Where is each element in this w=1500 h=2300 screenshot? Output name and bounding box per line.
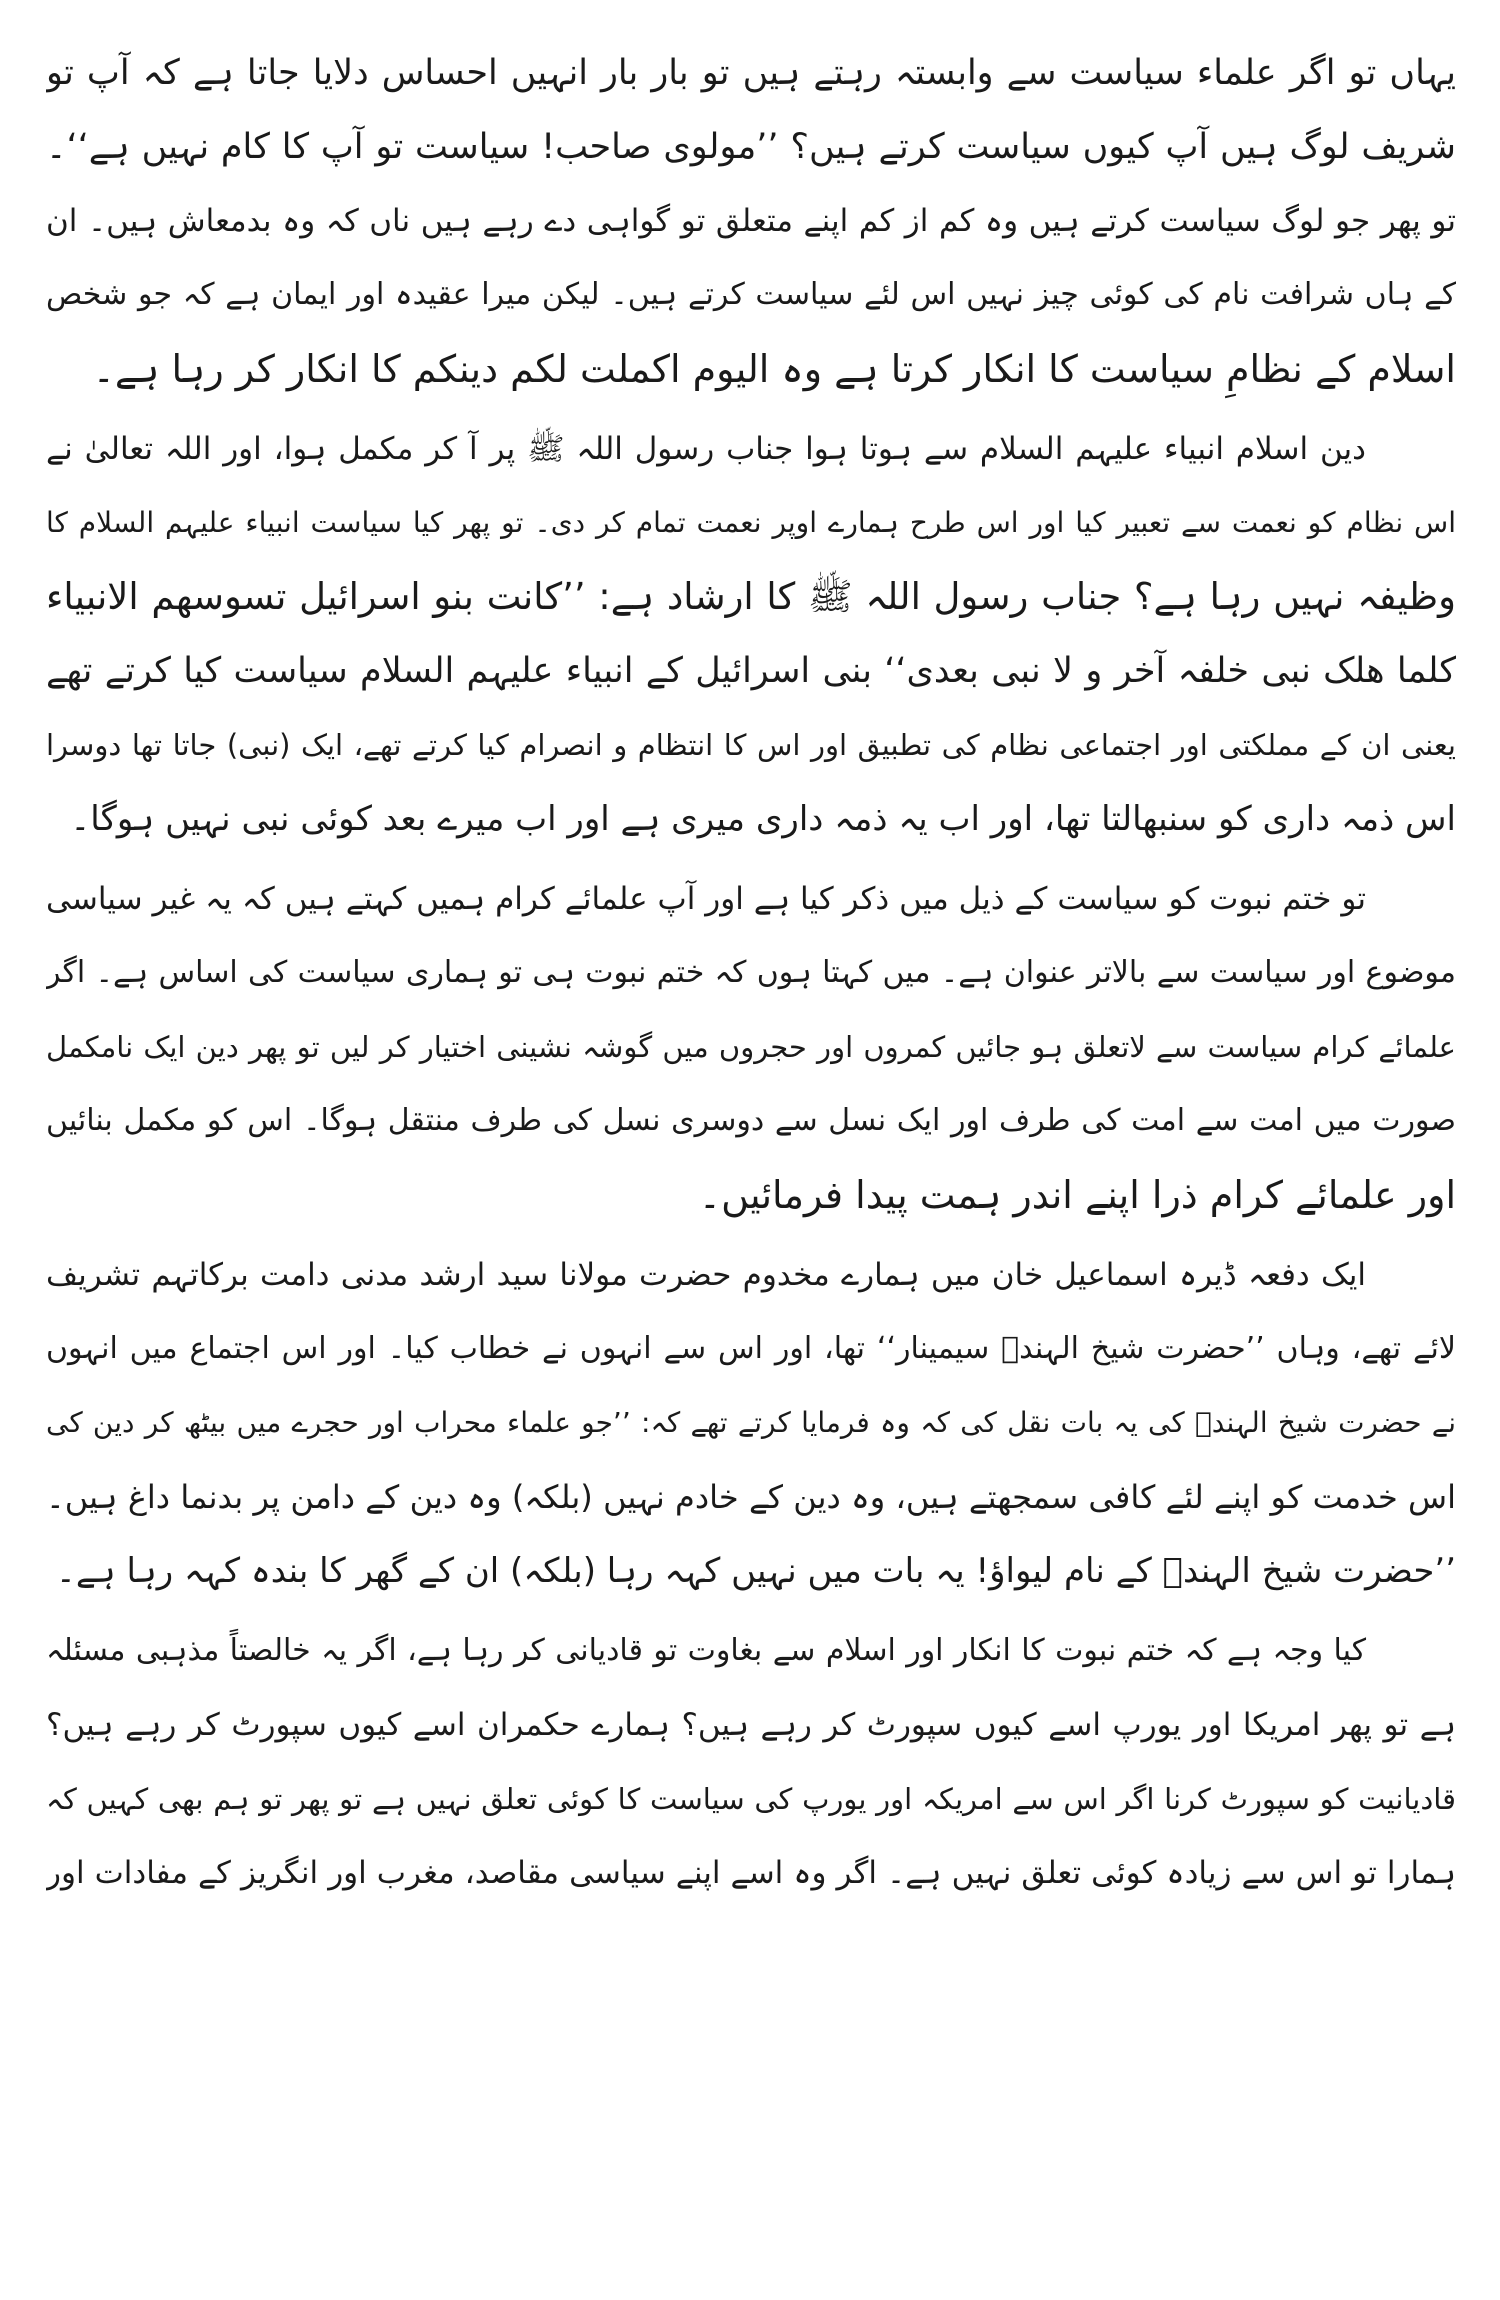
text-line: موضوع اور سیاست سے بالاتر عنوان ہے۔ میں کہتا ہوں کہ ختم نبوت ہی تو ہماری سیاست کی اساس ہے۔ اگر — [46, 955, 1456, 990]
text-line: تو پھر جو لوگ سیاست کرتے ہیں وہ کم از کم اپنے متعلق تو گواہی دے رہے ہیں ناں کہ وہ بدمعاش ہیں۔ ان — [46, 203, 1456, 239]
text-line: شریف لوگ ہیں آپ کیوں سیاست کرتے ہیں؟ ’’مولوی صاحب! سیاست تو آپ کا کام نہیں ہے‘‘۔ — [46, 127, 1456, 167]
text-line: لائے تھے، وہاں ’’حضرت شیخ الہندؒ سیمینار‘‘ تھا، اور اس سے انہوں نے خطاب کیا۔ اور اس اجتماع میں انہوں — [46, 1331, 1456, 1366]
text-line: کلما ھلک نبی خلفہ آخر و لا نبی بعدی‘‘ بنی اسرائیل کے انبیاء علیہم السلام سیاست کیا کرتے تھے — [46, 651, 1456, 691]
text-line: اس خدمت کو اپنے لئے کافی سمجھتے ہیں، وہ دین کے خادم نہیں (بلکہ) وہ دین کے دامن پر بدنما داغ ہیں۔ — [46, 1478, 1456, 1516]
text-line: اس نظام کو نعمت سے تعبیر کیا اور اس طرح ہمارے اوپر نعمت تمام کر دی۔ تو پھر کیا سیاست انبیاء علیہم السلام کا — [46, 506, 1456, 539]
text-line: یعنی ان کے مملکتی اور اجتماعی نظام کی تطبیق اور اس کا انتظام و انصرام کیا کرتے تھے، ایک (نبی) جاتا تھا دوسرا — [46, 728, 1456, 762]
text-line: صورت میں امت سے امت کی طرف اور ایک نسل سے دوسری نسل کی طرف منتقل ہوگا۔ اس کو مکمل بنائیں — [46, 1103, 1456, 1138]
text-line: یہاں تو اگر علماء سیاست سے وابستہ رہتے ہیں تو بار بار انہیں احساس دلایا جاتا ہے کہ آپ تو — [46, 53, 1456, 93]
text-line: ’’حضرت شیخ الہندؒ کے نام لیواؤ! یہ بات میں نہیں کہہ رہا (بلکہ) ان کے گھر کا بندہ کہہ رہا ہے۔ — [55, 1551, 1456, 1591]
text-line: اور علمائے کرام ذرا اپنے اندر ہمت پیدا فرمائیں۔ — [698, 1173, 1456, 1217]
document-page — [46, 36, 1456, 2276]
text-line: اس ذمہ داری کو سنبھالتا تھا، اور اب یہ ذمہ داری میری ہے اور اب میرے بعد کوئی نبی نہیں ہوگا۔ — [70, 799, 1456, 839]
text-line: قادیانیت کو سپورٹ کرنا اگر اس سے امریکہ اور یورپ کی سیاست کا کوئی تعلق نہیں ہے تو پھر تو ہم بھی کہیں کہ — [46, 1782, 1456, 1816]
text-line: اسلام کے نظامِ سیاست کا انکار کرتا ہے وہ الیوم اکملت لکم دینکم کا انکار کر رہا ہے۔ — [92, 347, 1456, 391]
paragraph-2 — [46, 412, 1456, 856]
text-line: ایک دفعہ ڈیرہ اسماعیل خان میں ہمارے مخدوم حضرت مولانا سید ارشد مدنی دامت برکاتہم تشریف — [46, 1257, 1366, 1293]
text-line: علمائے کرام سیاست سے لاتعلق ہو جائیں کمروں اور حجروں میں گوشہ نشینی اختیار کر لیں تو پھر دین ایک نامکمل — [46, 1030, 1456, 1064]
text-line: دین اسلام انبیاء علیہم السلام سے ہوتا ہوا جناب رسول اللہ ﷺ پر آ کر مکمل ہوا، اور اللہ تعالیٰ نے — [46, 431, 1366, 467]
text-line: تو ختم نبوت کو سیاست کے ذیل میں ذکر کیا ہے اور آپ علمائے کرام ہمیں کہتے ہیں کہ یہ غیر سیاسی — [46, 881, 1366, 917]
paragraph-1 — [46, 36, 1456, 406]
text-line: کیا وجہ ہے کہ ختم نبوت کا انکار اور اسلام سے بغاوت تو قادیانی کر رہا ہے، اگر یہ خالصتاً مذہبی مسئلہ — [46, 1633, 1366, 1668]
paragraph-5 — [46, 1614, 1456, 1910]
text-line: وظیفہ نہیں رہا ہے؟ جناب رسول اللہ ﷺ کا ارشاد ہے: ’’کانت بنو اسرائیل تسوسھم الانبیاء — [46, 575, 1456, 618]
paragraph-4 — [46, 1238, 1456, 1608]
text-line: ہے تو پھر امریکا اور یورپ اسے کیوں سپورٹ کر رہے ہیں؟ ہمارے حکمران اسے کیوں سپورٹ کر رہے ہیں؟ — [46, 1707, 1456, 1743]
text-line: نے حضرت شیخ الہندؒ کی یہ بات نقل کی کہ وہ فرمایا کرتے تھے کہ: ’’جو علماء محراب اور حجرے میں بیٹھ کر دین کی — [46, 1406, 1456, 1439]
text-line: ہمارا تو اس سے زیادہ کوئی تعلق نہیں ہے۔ اگر وہ اسے اپنے سیاسی مقاصد، مغرب اور انگریز کے مفادات اور — [46, 1855, 1456, 1891]
text-line: کے ہاں شرافت نام کی کوئی چیز نہیں اس لئے سیاست کرتے ہیں۔ لیکن میرا عقیدہ اور ایمان ہے کہ جو شخص — [46, 277, 1456, 312]
paragraph-3 — [46, 862, 1456, 1232]
